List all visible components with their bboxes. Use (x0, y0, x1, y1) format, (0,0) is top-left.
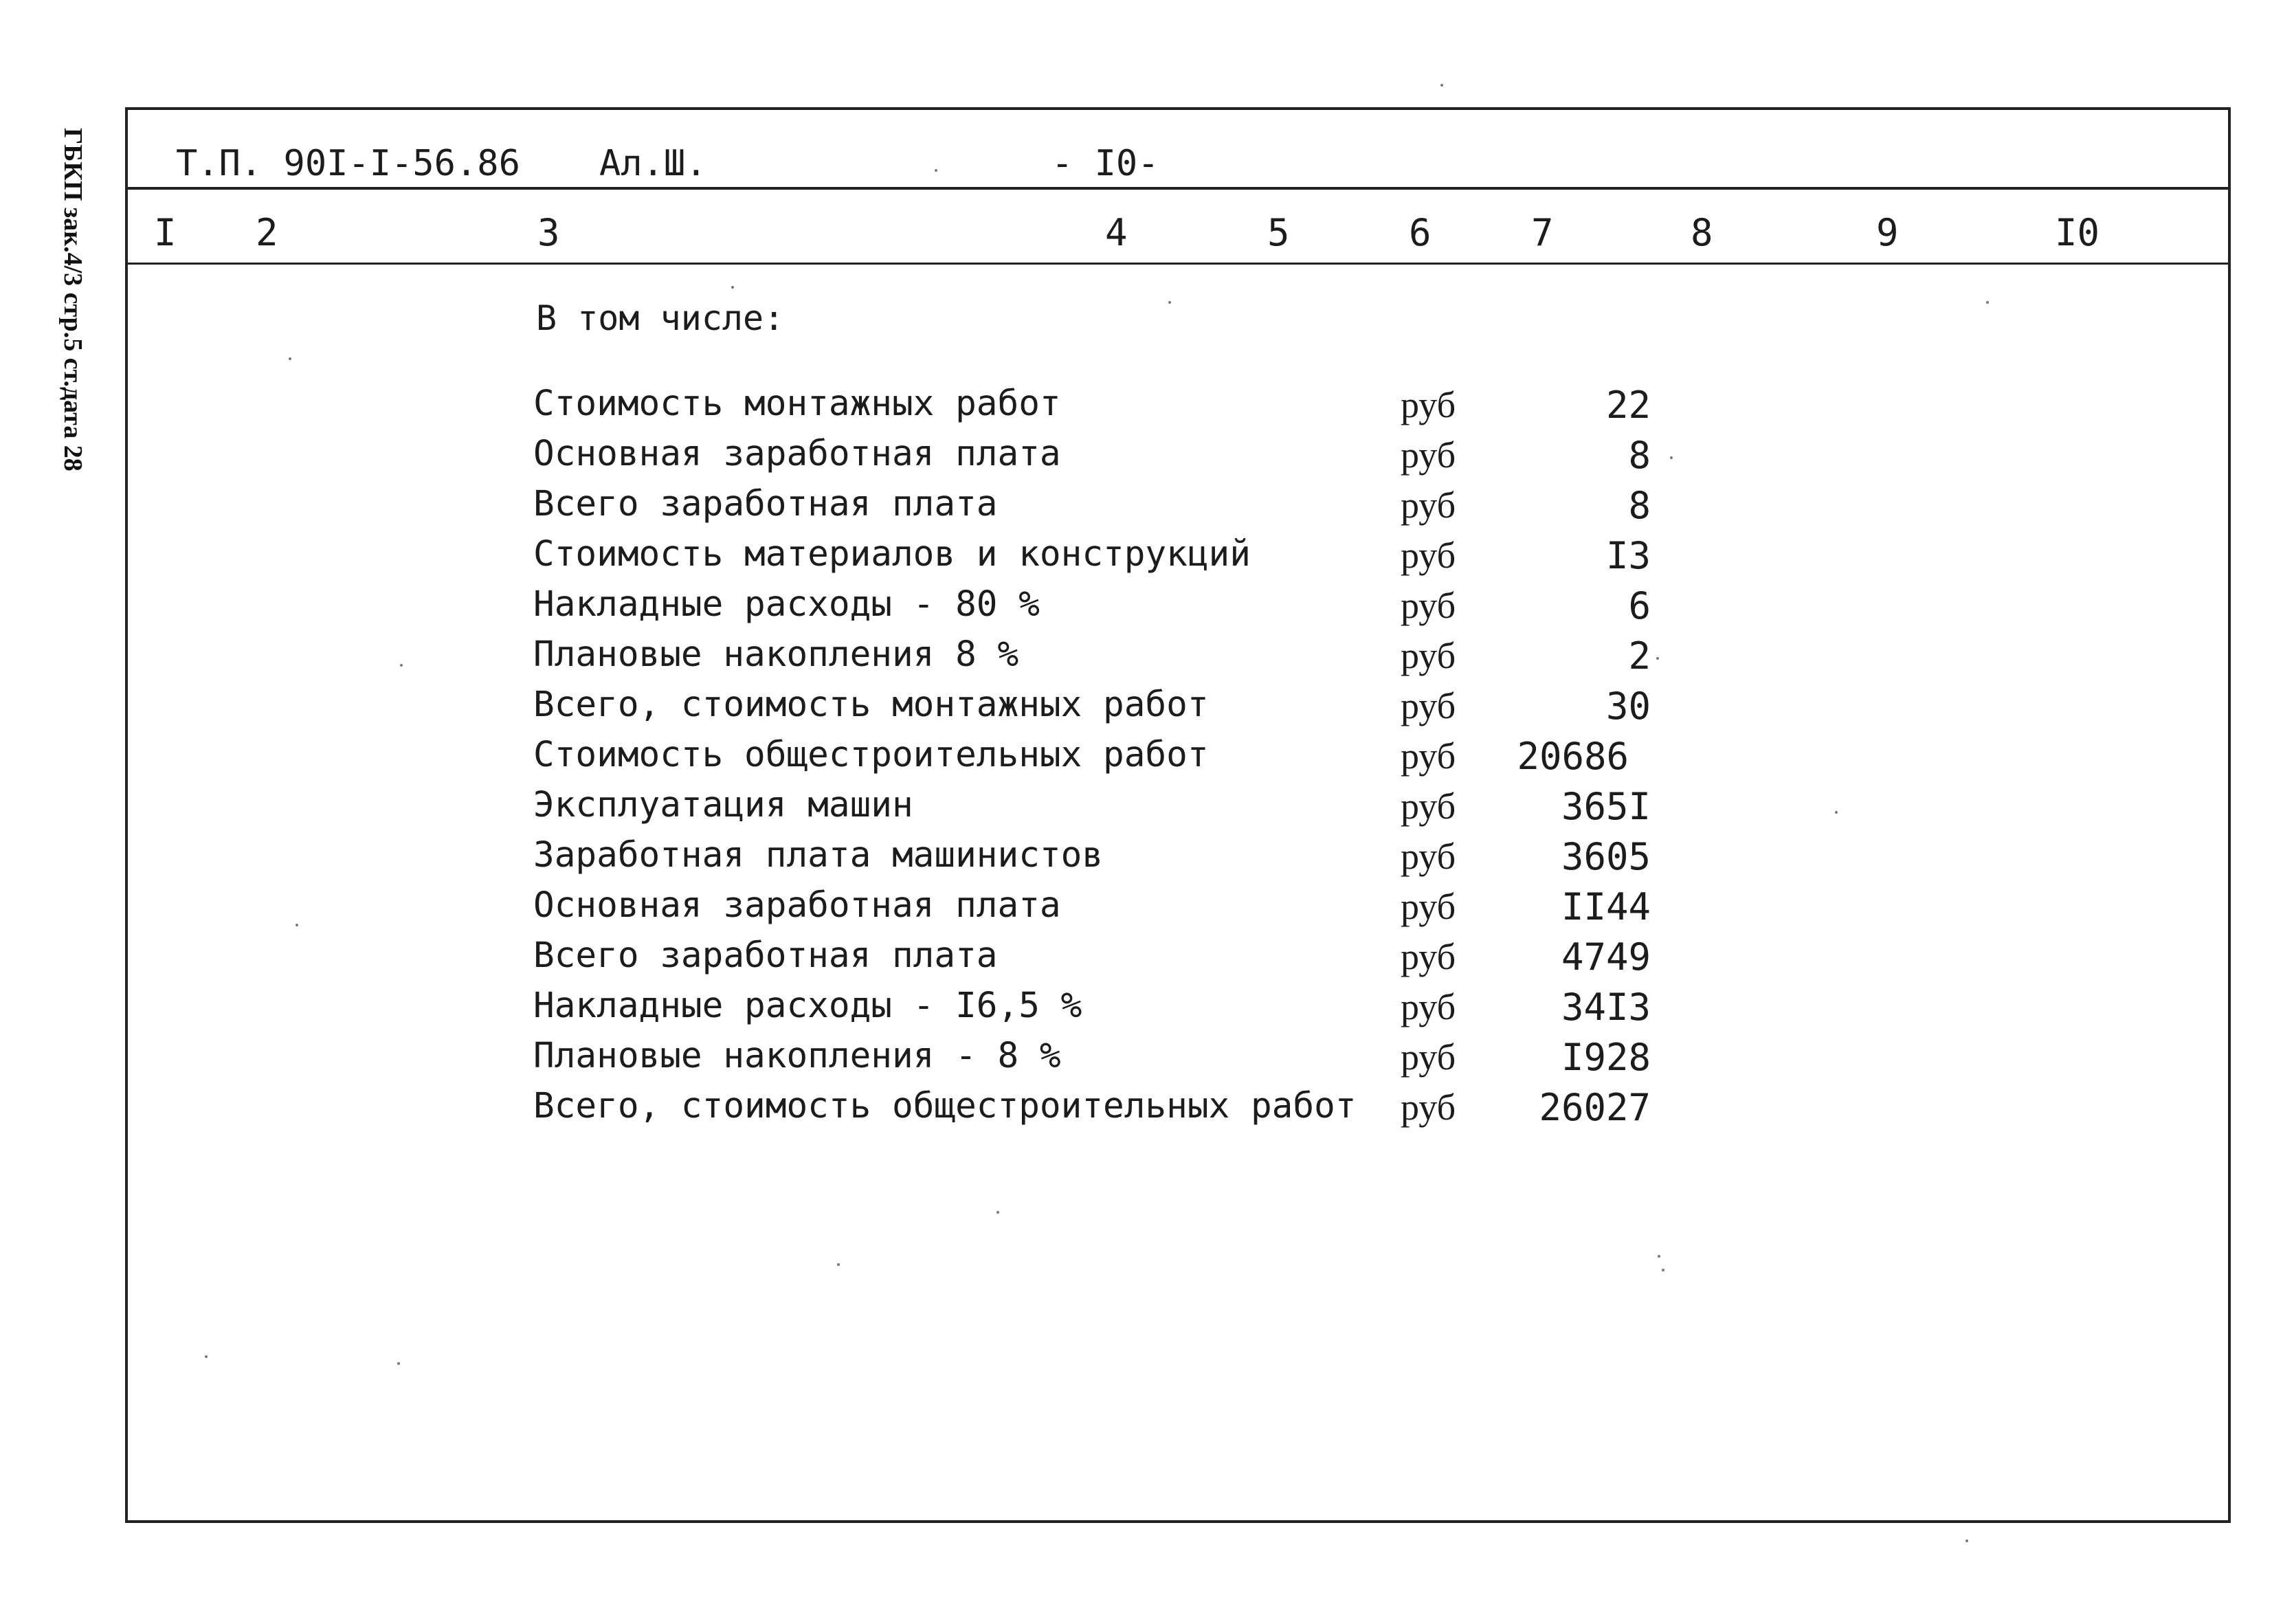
column-header-divider (125, 263, 2231, 265)
cost-item-value: 3605 (1561, 835, 1651, 878)
cost-row (0, 1086, 2272, 1135)
cost-row (0, 835, 2272, 885)
page-number: - I0- (1051, 143, 1159, 184)
album-number: Ал.Ш. (599, 143, 707, 184)
scan-speck (1168, 301, 1171, 304)
cost-item-label: Накладные расходы - I6,5 % (533, 986, 1082, 1026)
cost-item-value: 30 (1605, 685, 1651, 728)
scan-speck (400, 664, 403, 667)
scan-speck (935, 169, 937, 172)
column-number-3: 3 (537, 211, 560, 254)
cost-item-unit: руб (1401, 384, 1456, 425)
scan-speck (1670, 456, 1673, 459)
cost-item-value: 8 (1628, 434, 1651, 477)
cost-item-label: Накладные расходы - 80 % (533, 584, 1040, 625)
cost-item-label: Плановые накопления - 8 % (533, 1036, 1061, 1076)
cost-item-unit: руб (1401, 1087, 1456, 1128)
cost-item-label: Всего, стоимость общестроительных работ (533, 1086, 1357, 1126)
cost-item-value: II44 (1561, 885, 1651, 928)
cost-item-unit: руб (1401, 535, 1456, 576)
column-number-5: 5 (1267, 211, 1290, 254)
column-number-7: 7 (1531, 211, 1554, 254)
cost-row (0, 584, 2272, 634)
column-number-4: 4 (1105, 211, 1128, 254)
cost-item-label: Плановые накопления 8 % (533, 634, 1019, 675)
cost-item-unit: руб (1401, 635, 1456, 676)
cost-item-value: 2 (1628, 634, 1651, 678)
column-number-2: 2 (256, 211, 278, 254)
cost-item-unit: руб (1401, 685, 1456, 726)
scan-speck (289, 357, 291, 360)
column-number-8: 8 (1691, 211, 1713, 254)
cost-row (0, 634, 2272, 684)
cost-item-unit: руб (1401, 936, 1456, 977)
scan-speck (1986, 301, 1989, 304)
cost-item-value: 26027 (1539, 1086, 1651, 1129)
section-intro: В том числе: (536, 298, 785, 338)
scan-speck (1440, 84, 1443, 87)
cost-item-value: I3 (1605, 534, 1651, 577)
cost-row (0, 1036, 2272, 1085)
cost-item-unit: руб (1401, 735, 1456, 777)
column-number-9: 9 (1876, 211, 1899, 254)
cost-item-value: 4749 (1561, 935, 1651, 979)
document-designation: Т.П. 90I-I-56.86 (176, 143, 520, 184)
cost-item-unit: руб (1401, 585, 1456, 626)
cost-row (0, 735, 2272, 784)
scan-speck (837, 1263, 840, 1266)
scan-speck (296, 924, 298, 926)
scan-speck (1965, 1539, 1968, 1542)
cost-item-unit: руб (1401, 986, 1456, 1027)
cost-item-label: Всего заработная плата (533, 484, 998, 524)
cost-item-value: I928 (1561, 1036, 1651, 1079)
scan-speck (1658, 1255, 1660, 1258)
cost-item-label: Всего заработная плата (533, 935, 998, 976)
cost-item-label: Основная заработная плата (533, 885, 1061, 926)
scan-speck (1835, 811, 1838, 814)
cost-row (0, 885, 2272, 935)
cost-row (0, 685, 2272, 734)
cost-row (0, 383, 2272, 433)
cost-row (0, 785, 2272, 834)
cost-item-unit: руб (1401, 434, 1456, 476)
cost-item-value: 22 (1605, 383, 1651, 427)
cost-item-unit: руб (1401, 1036, 1456, 1078)
scan-speck (731, 286, 734, 289)
side-stamp: ГБКП зак.4/3 стр.5 ст.дата 28 (58, 128, 87, 471)
scan-speck (1656, 657, 1659, 660)
cost-item-value: 8 (1628, 484, 1651, 527)
cost-item-label: Стоимость материалов и конструкций (533, 534, 1251, 575)
cost-item-label: Всего, стоимость монтажных работ (533, 685, 1209, 725)
cost-item-label: Эксплуатация машин (533, 785, 913, 825)
cost-item-value: 365I (1561, 785, 1651, 828)
scan-speck (1662, 1269, 1664, 1271)
cost-row (0, 986, 2272, 1035)
cost-item-unit: руб (1401, 836, 1456, 877)
cost-item-label: Основная заработная плата (533, 434, 1061, 474)
cost-item-label: Заработная плата машинистов (533, 835, 1104, 876)
cost-item-value: 20686 (1517, 735, 1629, 778)
column-number-10: I0 (2055, 211, 2100, 254)
cost-item-unit: руб (1401, 786, 1456, 827)
cost-row (0, 434, 2272, 483)
scan-speck (397, 1362, 400, 1365)
cost-row (0, 534, 2272, 583)
column-number-6: 6 (1409, 211, 1432, 254)
cost-item-label: Стоимость монтажных работ (533, 383, 1061, 424)
cost-item-unit: руб (1401, 886, 1456, 927)
cost-item-unit: руб (1401, 485, 1456, 526)
cost-item-value: 6 (1628, 584, 1651, 627)
scan-speck (205, 1355, 208, 1358)
scan-speck (996, 1211, 999, 1214)
column-number-1: I (154, 211, 177, 254)
cost-item-value: 34I3 (1561, 986, 1651, 1029)
cost-item-label: Стоимость общестроительных работ (533, 735, 1209, 775)
cost-row (0, 484, 2272, 533)
title-divider (125, 187, 2231, 190)
cost-row (0, 935, 2272, 985)
